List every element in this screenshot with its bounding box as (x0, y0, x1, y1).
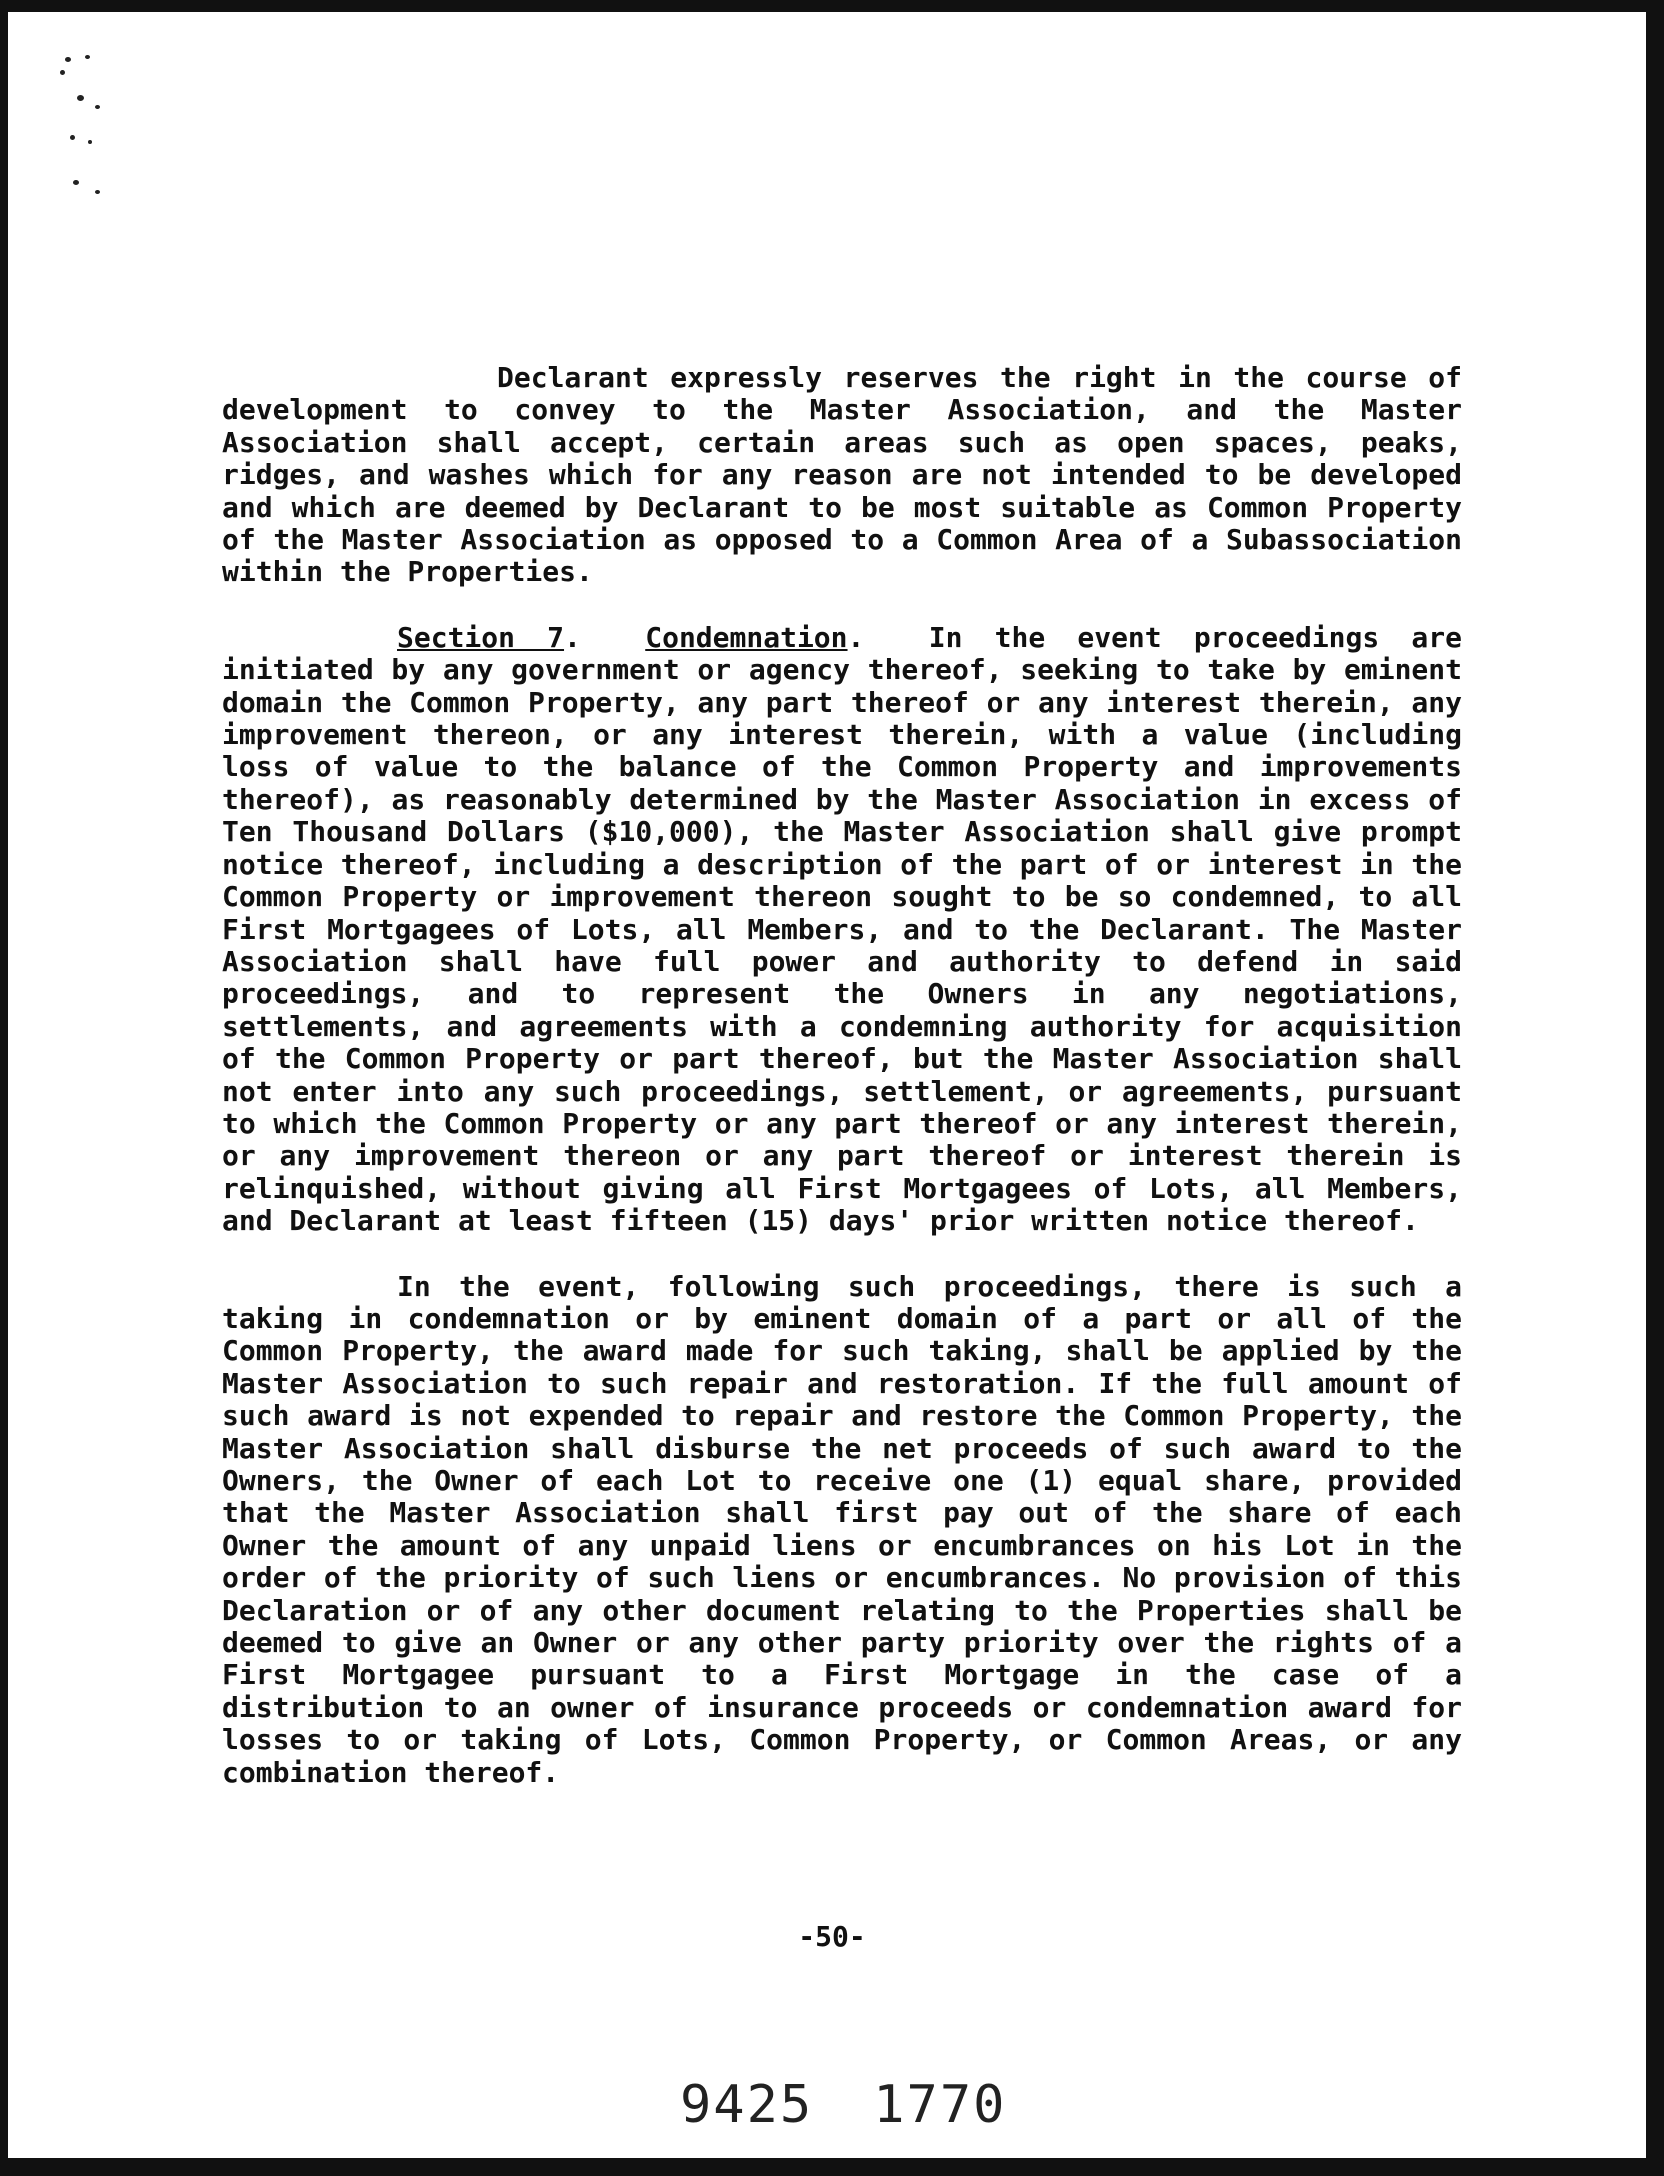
paragraph-text: Declarant expressly reserves the right in the course of development to convey to the Master Association, and the Master Association shall accept, certain areas such as open spaces, peaks, ridges, and washes which for any reason are not intended to be developed and which are deemed by Declarant to be most suitable as Common Property of the Master Association as opposed to a Common Area of a Subassociation within the Properties. (222, 361, 1462, 589)
section-title: Condemnation (645, 620, 848, 654)
document-stamp-number (680, 2075, 1006, 2135)
stamp-right: 1770 (873, 2075, 1007, 2135)
paragraph-section-7: Section 7. Condemnation. In the event proceedings are initiated by any government or agency thereof, seeking to take by eminent domain the Common Property, any part thereof or any interest therein, any improvement thereon, or any interest therein, with a value (including loss of value to the balance of the Common Property and improvements thereof), as reasonably determined by the Master Association in excess of Ten Thousand Dollars ($10,000), the Master Association shall give prompt notice thereof, including a description of the part of or interest in the Common Property or improvement thereon sought to be so condemned, to all First Mortgagees of Lots, all Members, and to the Declarant. The Master Association shall have full power and authority to defend in said proceedings, and to represent the Owners in any negotiations, settlements, and agreements with a condemning authority for acquisition of the Common Property or part thereof, but the Master Association shall not enter into any such proceedings, settlement, or agreements, pursuant to which the Common Property or any part thereof or any interest therein, or any improvement thereon or any part thereof or interest therein is relinquished, without giving all First Mortgagees of Lots, all Members, and Declarant at least fifteen (15) days' prior written notice thereof. (222, 620, 1462, 1238)
scan-border-bottom (0, 2158, 1664, 2176)
paragraph-award (222, 1271, 1462, 1790)
scan-border-right (1646, 0, 1664, 2176)
scan-border-left (0, 0, 8, 2176)
paragraph-text: In the event proceedings are initiated by any government or agency thereof, seeking to take by eminent domain the Common Property, any part thereof or any interest therein, any improvement thereon, or any interest therein, with a value (including loss of value to the balance of the Common Property and improvements thereof), as reasonably determined by the Master Association in excess of Ten Thousand Dollars ($10,000), the Master Association shall give prompt notice thereof, including a description of the part of or interest in the Common Property or improvement thereon sought to be so condemned, to all First Mortgagees of Lots, all Members, and to the Declarant. The Master Association shall have full power and authority to defend in said proceedings, and to represent the Owners in any negotiations, settlements, and agreements with a condemning authority for acquisition of the Common Property or part thereof, but the Master Association shall not enter into any such proceedings, settlement, or agreements, pursuant to which the Common Property or any part thereof or any interest therein, or any improvement thereon or any part thereof or interest therein is relinquished, without giving all First Mortgagees of Lots, all Members, and Declarant at least fifteen (15) days' prior written notice thereof. (222, 620, 1462, 1238)
scan-specks (55, 55, 125, 215)
document-body (222, 362, 1462, 1822)
scan-border-top (0, 0, 1664, 12)
stamp-left: 9425 (680, 2075, 814, 2135)
section-label: Section 7 (397, 620, 565, 654)
paragraph-reservation (222, 362, 1462, 589)
paragraph-text: In the event, following such proceedings, there is such a taking in condemnation or by eminent domain of a part or all of the Common Property, the award made for such taking, shall be applied by the Master Association to such repair and restoration. If the full amount of such award is not expended to repair and restore the Common Property, the Master Association shall disburse the net proceeds of such award to the Owners, the Owner of each Lot to receive one (1) equal share, provided that the Master Association shall first pay out of the share of each Owner the amount of any unpaid liens or encumbrances on his Lot in the order of the priority of such liens or encumbrances. No provision of this Declaration or of any other document relating to the Properties shall be deemed to give an Owner or any other party priority over the rights of a First Mortgagee pursuant to a First Mortgage in the case of a distribution to an owner of insurance proceeds or condemnation award for losses to or taking of Lots, Common Property, or Common Areas, or any combination thereof. (222, 1269, 1462, 1789)
page-number: -50- (798, 1920, 866, 1953)
